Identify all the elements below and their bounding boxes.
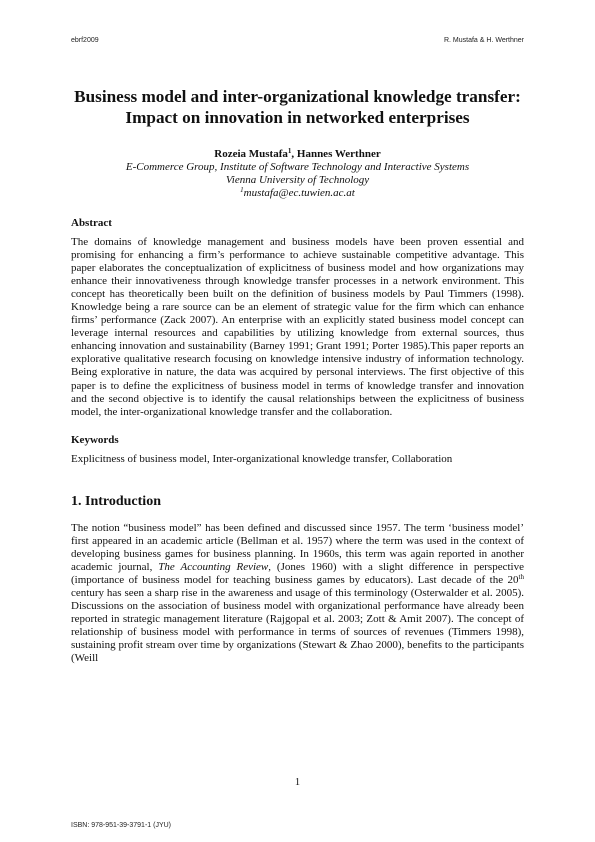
page-content [71,86,524,665]
author-affiliation-marker: 1 [287,147,292,155]
isbn-footer: ISBN: 978-951-39-3791-1 (JYU) [71,822,171,829]
abstract-text: The domains of knowledge management and business models have been proven essential and promising for enhancing a firm’s performance to achieve sustainable competitive advantage. This paper elaborates the conceptualization of explicitness of business model and how organizations may enhance their innovativeness through knowledge transfer processes in a network environment. This concept has theoretically been built on the definition of business models by Paul Timmers (1998). Knowledge being a rare source can be an element of strategic value for the firm which can enhance firms’ performance (Zack 2007). An enterprise with an explicitly stated business model concept can leverage internal resources and capabilities by utilizing knowledge from external sources, thus enhancing innovation and sustainability (Barney 1991; Grant 1991; Porter 1985).This paper reports an explorative qualitative research focusing on knowledge intensive industry of information technology. Being explorative in nature, the data was acquired by personal interviews. The first objective of this paper is to define the explicitness of business model in terms of knowledge transfer and innovation and the second objective is to identify the causal relationships between the explicitness of business model, the inter-organizational knowledge transfer and the collaboration. [71,236,524,418]
author-name-first: Rozeia Mustafa [214,148,288,160]
author-line [71,148,524,161]
email-marker: 1 [240,186,244,194]
author-names-rest: , Hannes Werthner [291,148,381,160]
running-head-left: ebrf2009 [71,37,99,44]
paper-title: Business model and inter-organizational knowledge transfer: Impact on innovation in networked enterprises [74,87,521,127]
intro-text-part-2: , (Jones 1960) with a slight difference in perspective (importance of business model for teaching business games by educators). Last decade of the 20 [71,560,524,586]
intro-text-part-3: century has seen a sharp rise in the awareness and usage of this terminology (Osterwalder et al. 2005). Discussions on the association of business model with organizational performance have already been reported in strategic management literature (Rajgopal et al. 2003; Zott & Amit 2007). The concept of relationship of business model with performance in terms of sources of revenues (Timmers 1998), sustaining profit stream over time by organizations (Stewart & Zhao 2000), benefits to the participants (Weill [71,586,524,665]
affiliation-group: E-Commerce Group, Institute of Software Technology and Interactive Systems [125,161,470,173]
author-email-line [71,187,524,200]
author-email: mustafa@ec.tuwien.ac.at [243,187,355,199]
keywords-text: Explicitness of business model, Inter-organizational knowledge transfer, Collaboration [71,452,453,465]
page-number: 1 [294,777,301,788]
journal-name: The Accounting Review [158,560,269,573]
introduction-paragraph [71,522,524,666]
running-head-right: R. Mustafa & H. Werthner [443,37,524,44]
keywords-heading: Keywords [71,433,119,446]
affiliation-university: Vienna University of Technology [225,174,370,186]
ordinal-suffix: th [518,572,524,581]
intro-text-part-1: The notion “business model” has been defined and discussed since 1957. The term ‘business model’ first appeared in an academic article (Bellman et al. 1957) where the term was used in the context of developing business games for business planning. In 1960s, this term was again reported in another academic journal, [71,521,524,573]
abstract-heading: Abstract [71,217,112,229]
section-heading-introduction: 1. Introduction [71,493,161,509]
